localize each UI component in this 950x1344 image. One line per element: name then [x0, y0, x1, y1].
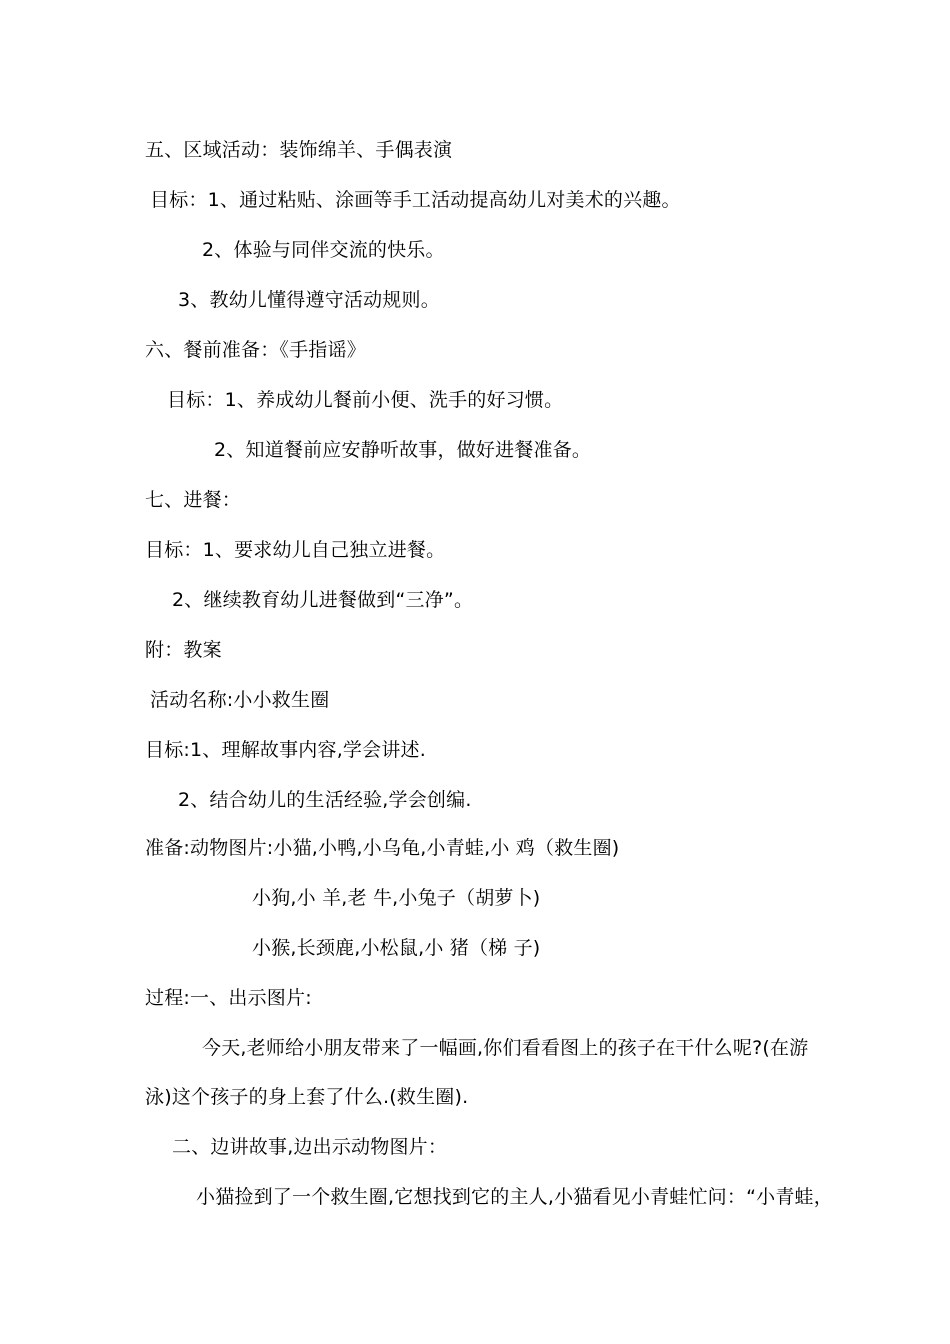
section-6-title: 六、餐前准备：《手指谣》: [145, 339, 366, 361]
story-paragraph-line-1: 小猫捡到了一个救生圈,它想找到它的主人,小猫看见小青蛙忙问：“小青蛙，: [196, 1186, 833, 1208]
section-7-goal-2: 2、继续教育幼儿进餐做到“三净”。: [172, 589, 474, 611]
preparation-line-3: 小猴,长颈鹿,小松鼠,小 猪（梯 子): [252, 937, 541, 959]
section-5-goal-2: 2、体验与同伴交流的快乐。: [202, 239, 445, 261]
preparation-line-1: 准备:动物图片:小猫,小鸭,小乌龟,小青蛙,小 鸡（救生圈): [145, 837, 620, 859]
process-title: 过程:一、出示图片:: [145, 987, 312, 1009]
section-5-goal-1: 目标：1、通过粘贴、涂画等手工活动提高幼儿对美术的兴趣。: [150, 189, 681, 211]
process-paragraph-1-line-2: 泳)这个孩子的身上套了什么.(救生圈).: [145, 1086, 469, 1108]
process-step-2-title: 二、边讲故事,边出示动物图片：: [172, 1136, 448, 1158]
section-5-goal-3: 3、教幼儿懂得遵守活动规则。: [178, 289, 440, 311]
section-6-goal-1: 目标：1、养成幼儿餐前小便、洗手的好习惯。: [167, 389, 564, 411]
section-6-goal-2: 2、知道餐前应安静听故事，做好进餐准备。: [214, 439, 592, 461]
section-5-title: 五、区域活动：装饰绵羊、手偶表演: [145, 139, 453, 161]
preparation-line-2: 小狗,小 羊,老 牛,小兔子（胡萝卜): [252, 887, 541, 909]
section-7-goal-1: 目标：1、要求幼儿自己独立进餐。: [145, 539, 446, 561]
activity-name: 活动名称:小小救生圈: [150, 689, 330, 711]
activity-goal-1: 目标:1、理解故事内容,学会讲述.: [145, 739, 426, 761]
process-paragraph-1-line-1: 今天,老师给小朋友带来了一幅画,你们看看图上的孩子在干什么呢?(在游: [202, 1037, 809, 1059]
appendix-title: 附：教案: [145, 639, 222, 661]
section-7-title: 七、进餐：: [145, 489, 242, 511]
activity-goal-2: 2、结合幼儿的生活经验,学会创编.: [178, 789, 472, 811]
